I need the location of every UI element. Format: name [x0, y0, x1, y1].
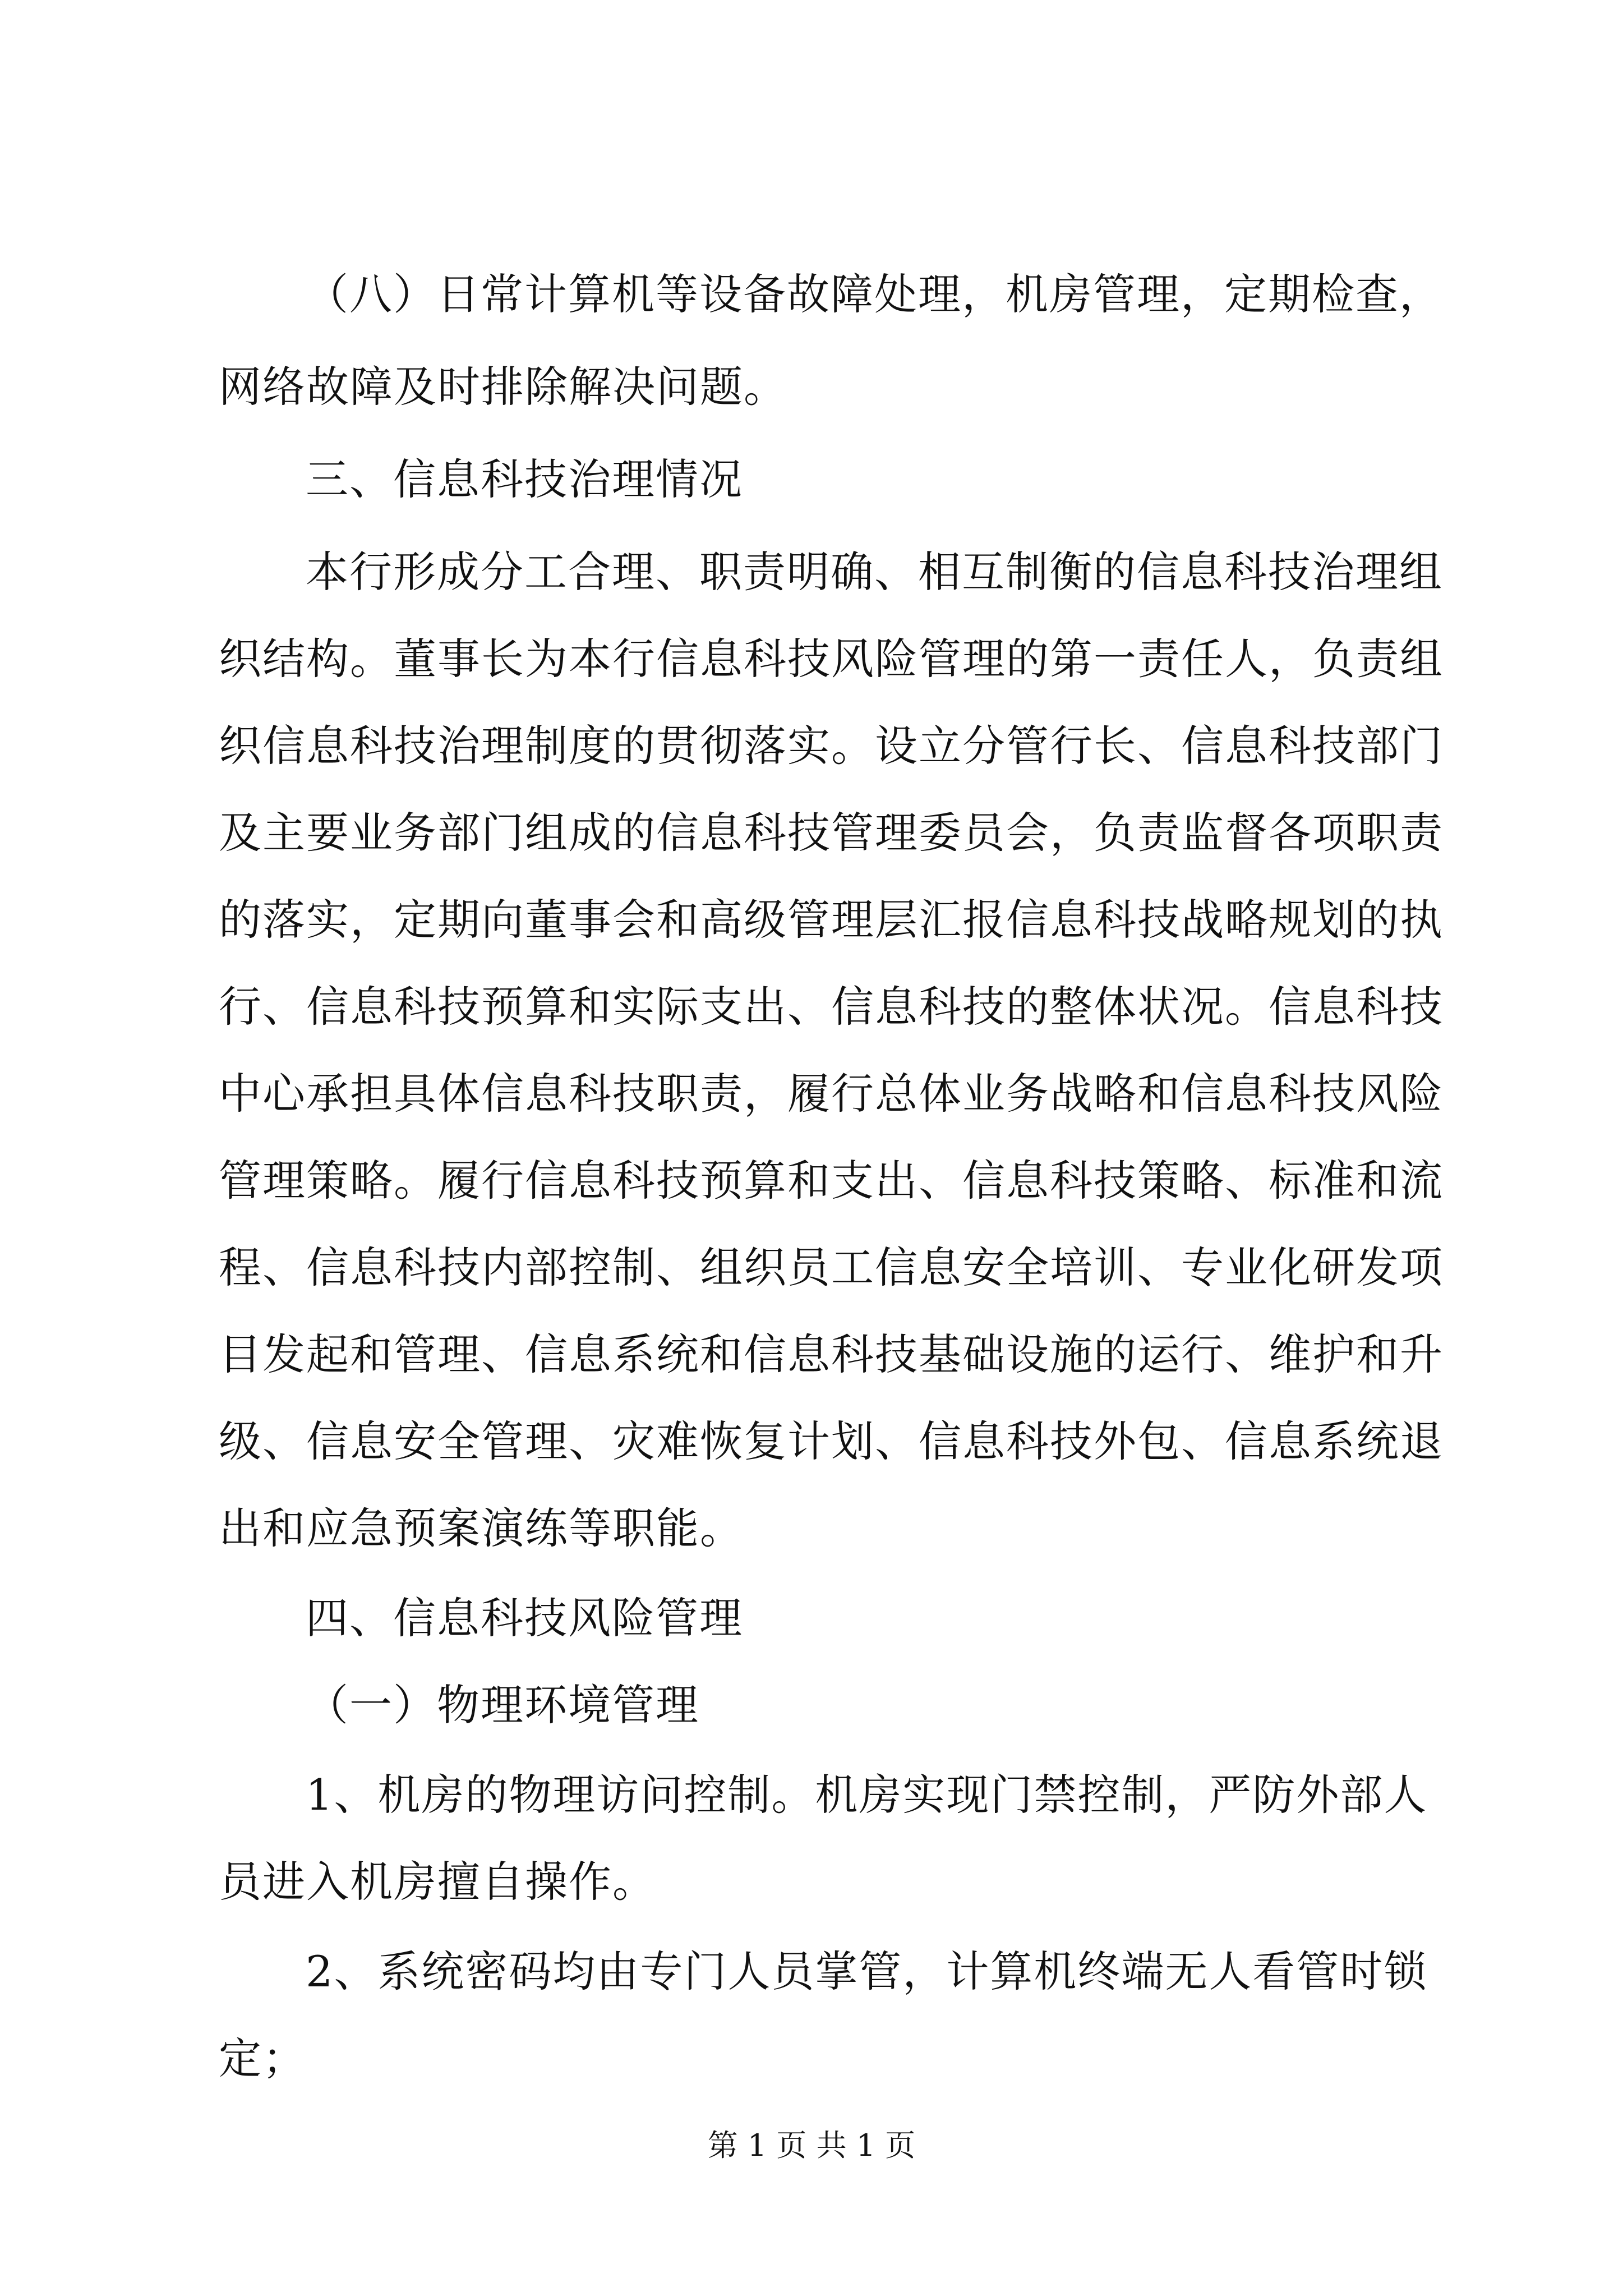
- paragraph-line: 级、信息安全管理、灾难恢复计划、信息科技外包、信息系统退: [219, 1416, 1444, 1466]
- paragraph-line: 的落实，定期向董事会和高级管理层汇报信息科技战略规划的执: [219, 895, 1444, 945]
- section-heading: 三、信息科技治理情况: [306, 454, 743, 504]
- paragraph-line: 中心承担具体信息科技职责，履行总体业务战略和信息科技风险: [219, 1069, 1444, 1119]
- paragraph-line: 网络故障及时排除解决问题。: [219, 362, 787, 412]
- paragraph-line: 1、机房的物理访问控制。机房实现门禁控制，严防外部人: [306, 1770, 1428, 1820]
- paragraph-line: 2、系统密码均由专门人员掌管，计算机终端无人看管时锁: [306, 1947, 1428, 1996]
- paragraph-line: 员进入机房擅自操作。: [219, 1857, 656, 1907]
- section-heading: 四、信息科技风险管理: [306, 1593, 743, 1643]
- paragraph-line: 织信息科技治理制度的贯彻落实。设立分管行长、信息科技部门: [219, 721, 1444, 771]
- paragraph-line: 本行形成分工合理、职责明确、相互制衡的信息科技治理组: [306, 547, 1443, 597]
- paragraph-line: 目发起和管理、信息系统和信息科技基础设施的运行、维护和升: [219, 1329, 1444, 1379]
- page-footer: 第 1 页 共 1 页: [707, 2128, 916, 2163]
- paragraph-line: 及主要业务部门组成的信息科技管理委员会，负责监督各项职责: [219, 808, 1444, 858]
- paragraph-line: 出和应急预案演练等职能。: [219, 1503, 744, 1553]
- paragraph-line: 管理策略。履行信息科技预算和支出、信息科技策略、标准和流: [219, 1156, 1444, 1205]
- paragraph-line: 程、信息科技内部控制、组织员工信息安全培训、专业化研发项: [219, 1243, 1444, 1292]
- paragraph-line: 定；: [219, 2033, 306, 2083]
- paragraph-line: 行、信息科技预算和实际支出、信息科技的整体状况。信息科技: [219, 982, 1444, 1032]
- paragraph-line: （八）日常计算机等设备故障处理，机房管理，定期检查，: [306, 269, 1443, 319]
- paragraph-line: 织结构。董事长为本行信息科技风险管理的第一责任人，负责组: [219, 634, 1444, 684]
- subsection-heading: （一）物理环境管理: [306, 1680, 699, 1730]
